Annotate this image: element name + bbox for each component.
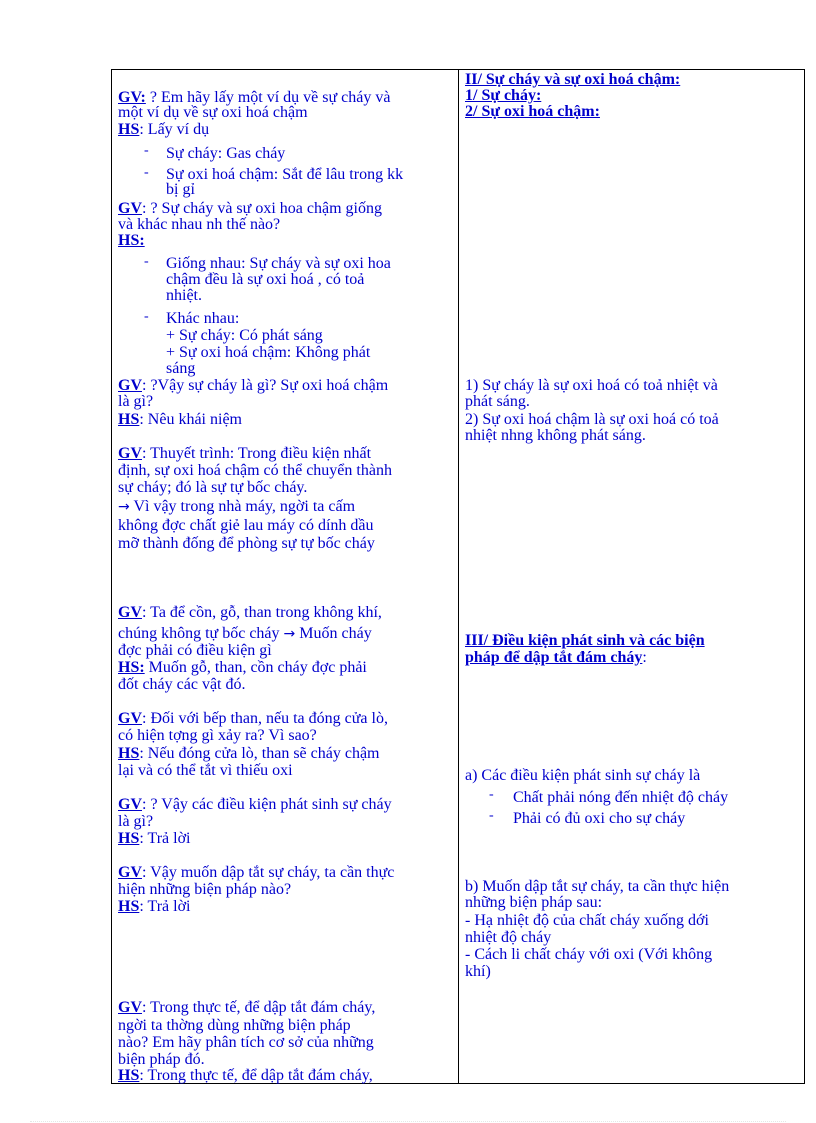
text-span: : Nếu đóng cửa lò, than sẽ cháy chậm [139,745,380,762]
arrow-right-icon: → [118,499,130,515]
hs-label: HS [118,898,140,915]
gv-label: GV [118,445,142,462]
text-line [118,412,242,428]
text-line: có hiện tợng gì xảy ra? Vì sao? [118,727,317,744]
text-line [118,233,145,249]
gv-label: GV [118,710,142,727]
text-line: khí) [465,963,491,980]
hs-label: HS [118,830,140,847]
text-span: Muốn gỗ, than, cồn cháy đợc phải [144,659,367,676]
text-line: sự cháy; đó là sự tự bốc cháy. [118,479,308,496]
text-line: đốt cháy các vật đó. [118,676,246,693]
text-line: Giống nhau: Sự cháy và sự oxi hoa [166,255,391,272]
text-line: Chất phải nóng đến nhiệt độ cháy [513,789,729,806]
text-line: + Sự oxi hoá chậm: Không phát [166,344,371,361]
text-line: phát sáng. [465,393,530,410]
text-line [118,378,388,394]
hs-label: HS [118,1067,140,1084]
text-line: nào? Em hãy phân tích cơ sở của những [118,1034,374,1051]
text-line [118,201,382,217]
text-line: bị gỉ [166,181,195,198]
text-span: Muốn cháy [295,625,372,642]
text-line [118,899,191,915]
text-line [118,797,392,813]
text-span: : Nêu khái niệm [139,411,242,428]
text-line: sáng [166,360,196,377]
text-span: Vì vậy trong nhà máy, ngời ta cấm [129,498,356,515]
text-span: pháp để dập tắt đám cháy [465,649,643,666]
section-heading: II/ Sự cháy và sự oxi hoá chậm: [465,71,681,88]
gv-label: GV [118,864,142,881]
hs-label: HS [118,411,140,428]
text-line [118,831,191,847]
text-line: b) Muốn dập tắt sự cháy, ta cần thực hiện [465,878,730,895]
bullet-dash: - [489,787,494,802]
section-heading: III/ Điều kiện phát sinh và các biện [465,632,705,649]
text-line: + Sự cháy: Có phát sáng [166,327,323,344]
text-line: hiện những biện pháp nào? [118,881,292,898]
text-line: và khác nhau nh thế nào? [118,216,281,233]
text-line: định, sự oxi hoá chậm có thể chuyển thành [118,462,392,479]
text-line: những biện pháp sau: [465,894,603,911]
text-line: Sự oxi hoá chậm: Sắt để lâu trong kk [166,166,404,183]
text-span: : ? Sự cháy và sự oxi hoa chậm giống [142,200,382,217]
text-span: ? Em hãy lấy một ví dụ về sự cháy và [145,89,391,106]
text-line: a) Các điều kiện phát sinh sự cháy là [465,767,701,784]
text-line: - Cách li chất cháy với oxi (Với không [465,946,713,963]
text-span: : Lấy ví dụ [139,121,210,138]
text-line: chậm đều là sự oxi hoá , có toả [166,271,365,288]
text-span: : Ta để cồn, gỗ, than trong không khí, [142,604,382,621]
text-line: Sự cháy: Gas cháy [166,145,286,162]
text-line: biện pháp đó. [118,1051,205,1068]
bullet-dash: - [144,165,149,180]
text-line: là gì? [118,813,154,830]
text-span: chúng không tự bốc cháy [118,625,284,642]
text-line [118,746,380,762]
text-line [118,711,388,727]
text-line [118,605,382,621]
text-line: lại và có thể tắt vì thiếu oxi [118,762,293,779]
gv-label: GV: [118,89,146,106]
text-line [118,499,355,515]
text-line: Phải có đủ oxi cho sự cháy [513,810,686,827]
text-line [118,446,371,462]
text-span: : Trong thực tế, để dập tắt đám cháy, [139,1067,373,1084]
gv-label: GV [118,604,142,621]
text-line: - Hạ nhiệt độ của chất cháy xuống dới [465,912,709,929]
text-line [118,660,367,676]
text-line: nhiệt. [166,287,202,304]
text-span: : Thuyết trình: Trong điều kiện nhất [142,445,372,462]
text-line: 1) Sự cháy là sự oxi hoá có toả nhiệt và [465,377,718,394]
bullet-dash: - [144,254,149,269]
text-line: nhiệt nhng không phát sáng. [465,427,646,444]
hs-label: HS: [118,659,145,676]
text-span: : Trong thực tế, để dập tắt đám cháy, [142,999,376,1016]
page-bottom-rule [30,1121,786,1122]
text-line [118,626,372,642]
section-heading: 2/ Sự oxi hoá chậm: [465,103,600,120]
bullet-dash: - [144,143,149,158]
text-line [118,1000,375,1016]
text-span: : [642,649,647,666]
hs-label: HS [118,121,140,138]
arrow-right-icon: → [283,626,296,642]
text-line: 2) Sự oxi hoá chậm là sự oxi hoá có toả [465,411,719,428]
text-span: : Trả lời [139,898,191,915]
gv-label: GV [118,999,142,1016]
text-line [118,1068,373,1084]
text-line: mỡ thành đống để phòng sự tự bốc cháy [118,535,375,552]
text-line: nhiệt độ cháy [465,929,552,946]
text-line [118,122,209,138]
bullet-dash: - [489,808,494,823]
text-line: ngời ta thờng dùng những biện pháp [118,1017,351,1034]
text-span: : Trả lời [139,830,191,847]
text-line [118,865,394,881]
gv-label: GV [118,200,142,217]
text-line: đợc phải có điều kiện gì [118,642,272,659]
text-line: là gì? [118,393,154,410]
gv-label: GV [118,377,142,394]
column-divider [458,70,459,1083]
bullet-dash: - [144,309,149,324]
text-span: : ? Vậy các điều kiện phát sinh sự cháy [142,796,392,813]
text-span: : Vậy muốn dập tắt sự cháy, ta cần thực [142,864,395,881]
hs-label: HS [118,745,140,762]
text-span: : ?Vậy sự cháy là gì? Sự oxi hoá chậm [142,377,389,394]
text-line: Khác nhau: [166,310,240,327]
gv-label: GV [118,796,142,813]
text-line: không đợc chất giẻ lau máy có dính dầu [118,517,374,534]
hs-label: HS: [118,232,145,249]
section-heading: 1/ Sự cháy: [465,87,542,104]
text-span: : Đối với bếp than, nếu ta đóng cửa lò, [142,710,388,727]
section-heading [465,650,647,666]
text-line: một ví dụ về sự oxi hoá chậm [118,104,308,121]
